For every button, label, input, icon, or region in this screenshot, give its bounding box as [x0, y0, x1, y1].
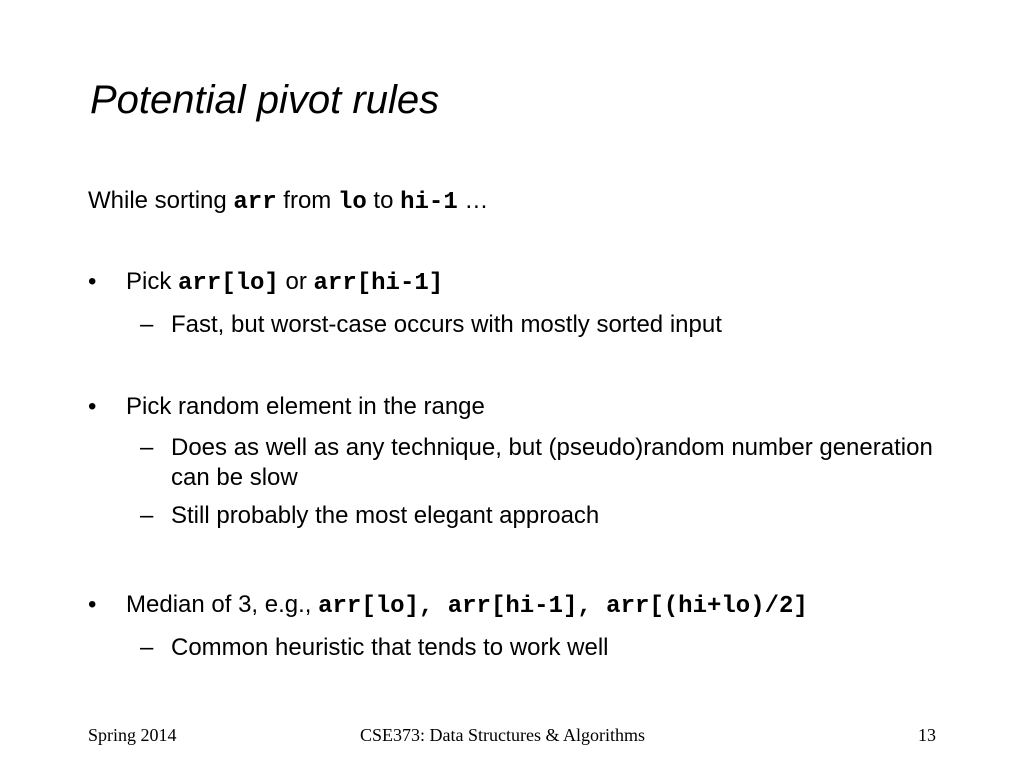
code-arr-hi-minus-1: arr[hi-1]: [313, 270, 444, 297]
bullet-median-of-3: [88, 590, 951, 663]
slide-title: Potential pivot rules: [90, 78, 440, 122]
intro-text: While sorting: [88, 187, 234, 214]
dash-icon: –: [140, 502, 154, 529]
footer-page-number: 13: [918, 725, 936, 745]
bullet-line: [88, 590, 951, 622]
dash-icon: –: [140, 634, 154, 661]
code-median-args: arr[lo], arr[hi-1], arr[(hi+lo)/2]: [318, 593, 808, 620]
sub-bullet: [88, 501, 951, 531]
bullet-text: or: [278, 268, 314, 295]
bullet-pick-ends: [88, 267, 951, 340]
intro-text: to: [366, 187, 401, 214]
bullet-random: [88, 392, 951, 531]
bullet-text: Pick: [126, 268, 179, 295]
sub-bullet: [88, 433, 951, 493]
bullet-icon: •: [88, 591, 97, 618]
bullet-line: [88, 392, 951, 422]
dash-icon: –: [140, 311, 154, 338]
sub-bullet: [88, 633, 951, 663]
sub-bullet-text: Does as well as any technique, but (pseudo)random number generation can be slow: [171, 434, 933, 491]
code-hi-minus-1: hi-1: [400, 189, 458, 216]
footer-course: CSE373: Data Structures & Algorithms: [360, 725, 645, 745]
bullet-icon: •: [88, 268, 97, 295]
bullet-line: [88, 267, 951, 299]
bullet-text: Pick random element in the range: [126, 393, 485, 420]
footer-date: Spring 2014: [88, 725, 177, 745]
sub-bullet-text: Fast, but worst-case occurs with mostly sorted input: [171, 311, 722, 338]
sub-bullet: [88, 310, 951, 340]
code-arr-lo: arr[lo]: [178, 270, 279, 297]
bullet-text: Median of 3, e.g.,: [126, 591, 319, 618]
intro-line: [88, 186, 488, 218]
bullet-icon: •: [88, 393, 97, 420]
dash-icon: –: [140, 434, 154, 461]
code-lo: lo: [337, 189, 367, 216]
sub-bullet-text: Still probably the most elegant approach: [171, 502, 600, 529]
intro-text: from: [276, 187, 338, 214]
intro-text: …: [457, 187, 489, 214]
sub-bullet-text: Common heuristic that tends to work well: [171, 634, 609, 661]
code-arr: arr: [233, 189, 277, 216]
